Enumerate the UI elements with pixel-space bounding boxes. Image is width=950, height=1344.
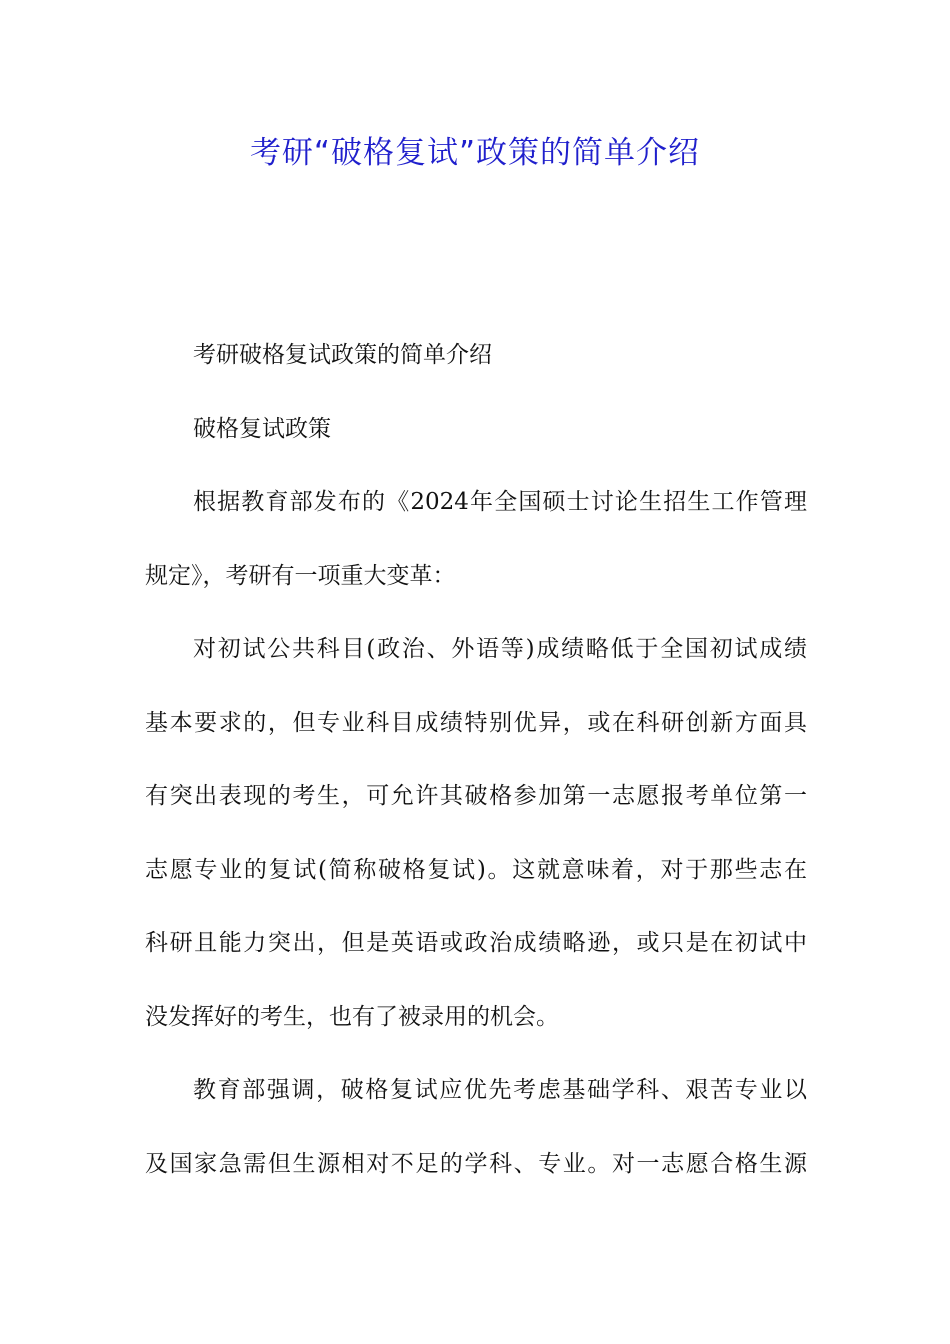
paragraph [145, 336, 807, 410]
paragraph [145, 483, 807, 630]
text-line: 根据教育部发布的《2024年全国硕士讨论生招生工作管理 [193, 489, 807, 515]
text-line: 对初试公共科目(政治、外语等)成绩略低于全国初试成绩 [193, 636, 807, 662]
text-line: 没发挥好的考生，也有了被录用的机会。 [145, 1003, 559, 1030]
text-line: 有突出表现的考生，可允许其破格参加第一志愿报考单位第一 [145, 783, 807, 809]
text-line: 考研破格复试政策的简单介绍 [193, 342, 492, 368]
document-title: 考研“破格复试”政策的简单介绍 [249, 135, 701, 171]
paragraph [145, 1071, 807, 1218]
paragraph [145, 410, 807, 484]
text-line: 志愿专业的复试(简称破格复试)。这就意味着，对于那些志在 [145, 856, 807, 883]
text-line: 及国家急需但生源相对不足的学科、专业。对一志愿合格生源 [145, 1150, 807, 1177]
text-line: 破格复试政策 [193, 415, 331, 442]
text-line: 规定》，考研有一项重大变革： [145, 562, 456, 589]
paragraph [145, 630, 807, 1071]
text-line: 教育部强调，破格复试应优先考虑基础学科、艰苦专业以 [193, 1077, 807, 1103]
document-body [145, 336, 807, 1218]
text-line: 科研且能力突出，但是英语或政治成绩略逊，或只是在初试中 [145, 930, 807, 956]
text-line: 基本要求的，但专业科目成绩特别优异，或在科研创新方面具 [145, 709, 807, 736]
